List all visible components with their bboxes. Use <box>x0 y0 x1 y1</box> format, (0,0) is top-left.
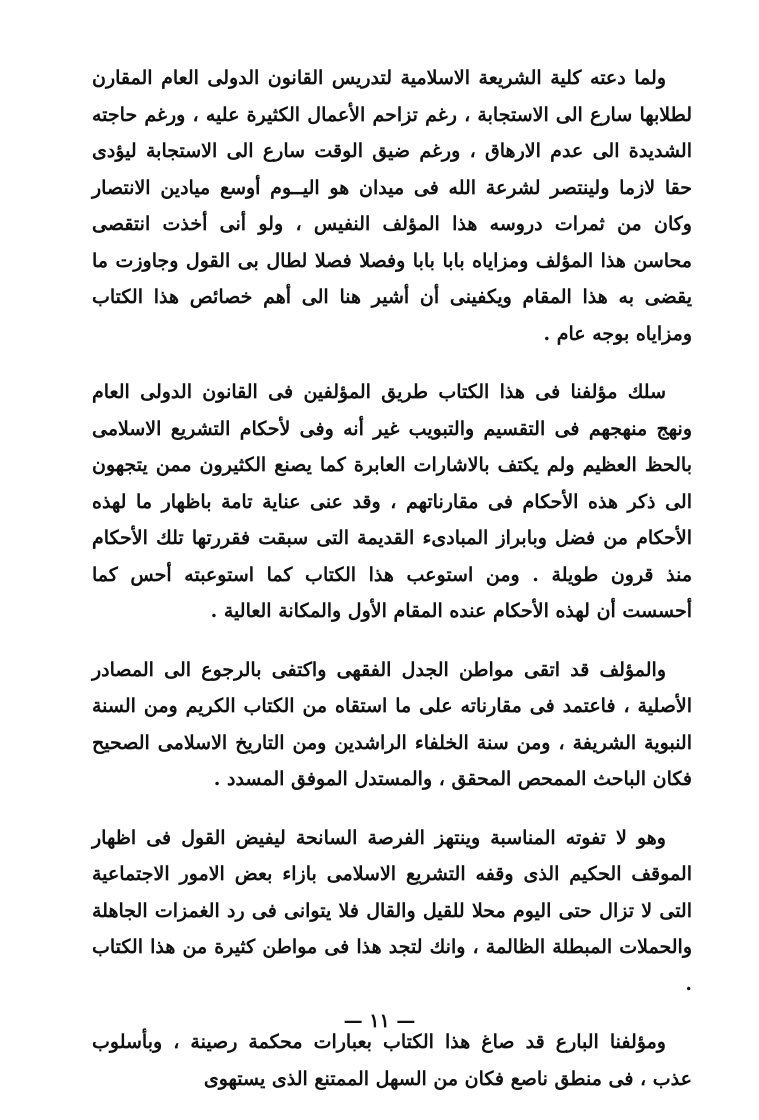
paragraph-4 <box>92 820 692 1003</box>
paragraph-2 <box>92 374 692 630</box>
page-body <box>92 60 692 1097</box>
paragraph-3-text: والمؤلف قد اتقى مواطن الجدل الفقهى واكتفى بالرجوع الى المصادر الأصلية ، فاعتمد فى مقارناته على ما استقاه من الكتاب الكريم ومن السنة النبوية الشريفة ، ومن سنة الخلفاء الراشدين ومن التاريخ الاسلامى الصحيح فكان الباحث الممحص المحقق ، والمستدل الموفق المسدد . <box>92 658 692 790</box>
paragraph-1 <box>92 60 692 352</box>
paragraph-1-text: ولما دعته كلية الشريعة الاسلامية لتدريس القانون الدولى العام المقارن لطلابها سارع الى الاستجابة ، رغم تزاحم الأعمال الكثيرة عليه ، ورغم حاجته الشديدة الى عدم الارهاق ، ورغم ضيق الوقت سارع الى الاستجابة ليؤدى حقا لازما ولينتصر لشرعة الله فى ميدان هو اليــوم أوسع ميادين الانتصار وكان من ثمرات دروسه هذا المؤلف النفيس ، ولو أنى أخذت انتقصى محاسن هذا المؤلف ومزاياه بابا بابا وفصلا فصلا لطال بى القول وجاوزت ما يقضى به هذا المقام ويكفينى أن أشير هنا الى أهم خصائص هذا الكتاب ومزاياه بوجه عام . <box>92 67 692 345</box>
paragraph-4-text: وهو لا تفوته المناسبة وينتهز الفرصة السانحة ليفيض القول فى اظهار الموقف الحكيم الذى وقفه التشريع الاسلامى بازاء بعض الامور الاجتماعية التى لا تزال حتى اليوم محلا للقيل والقال فلا يتوانى فى رد الغمزات الجاهلة والحملات المبطلة الظالمة ، وانك لتجد هذا فى مواطن كثيرة من هذا الكتاب . <box>92 826 692 995</box>
paragraph-5-text: ومؤلفنا البارع قد صاغ هذا الكتاب بعبارات محكمة رصينة ، وبأسلوب عذب ، فى منطق ناصع فكان من السهل الممتنع الذى يستهوى <box>92 1031 692 1090</box>
page-number: — ١١ — <box>343 1010 416 1032</box>
paragraph-3 <box>92 652 692 798</box>
paragraph-5 <box>92 1024 692 1097</box>
paragraph-2-text: سلك مؤلفنا فى هذا الكتاب طريق المؤلفين فى القانون الدولى العام ونهج منهجهم فى التقسيم والتبويب غير أنه وفى لأحكام التشريع الاسلامى بالحظ العظيم ولم يكتف بالاشارات العابرة كما يصنع الكثيرون ممن يتجهون الى ذكر هذه الأحكام فى مقارناتهم ، وقد عنى عناية تامة باظهار ما لهذه الأحكام من فضل وبابراز المبادىء القديمة التى سبقت فقررتها تلك الأحكام منذ قرون طويلة . ومن استوعب هذا الكتاب كما استوعبته أحس كما أحسست أن لهذه الأحكام عنده المقام الأول والمكانة العالية . <box>92 381 692 622</box>
